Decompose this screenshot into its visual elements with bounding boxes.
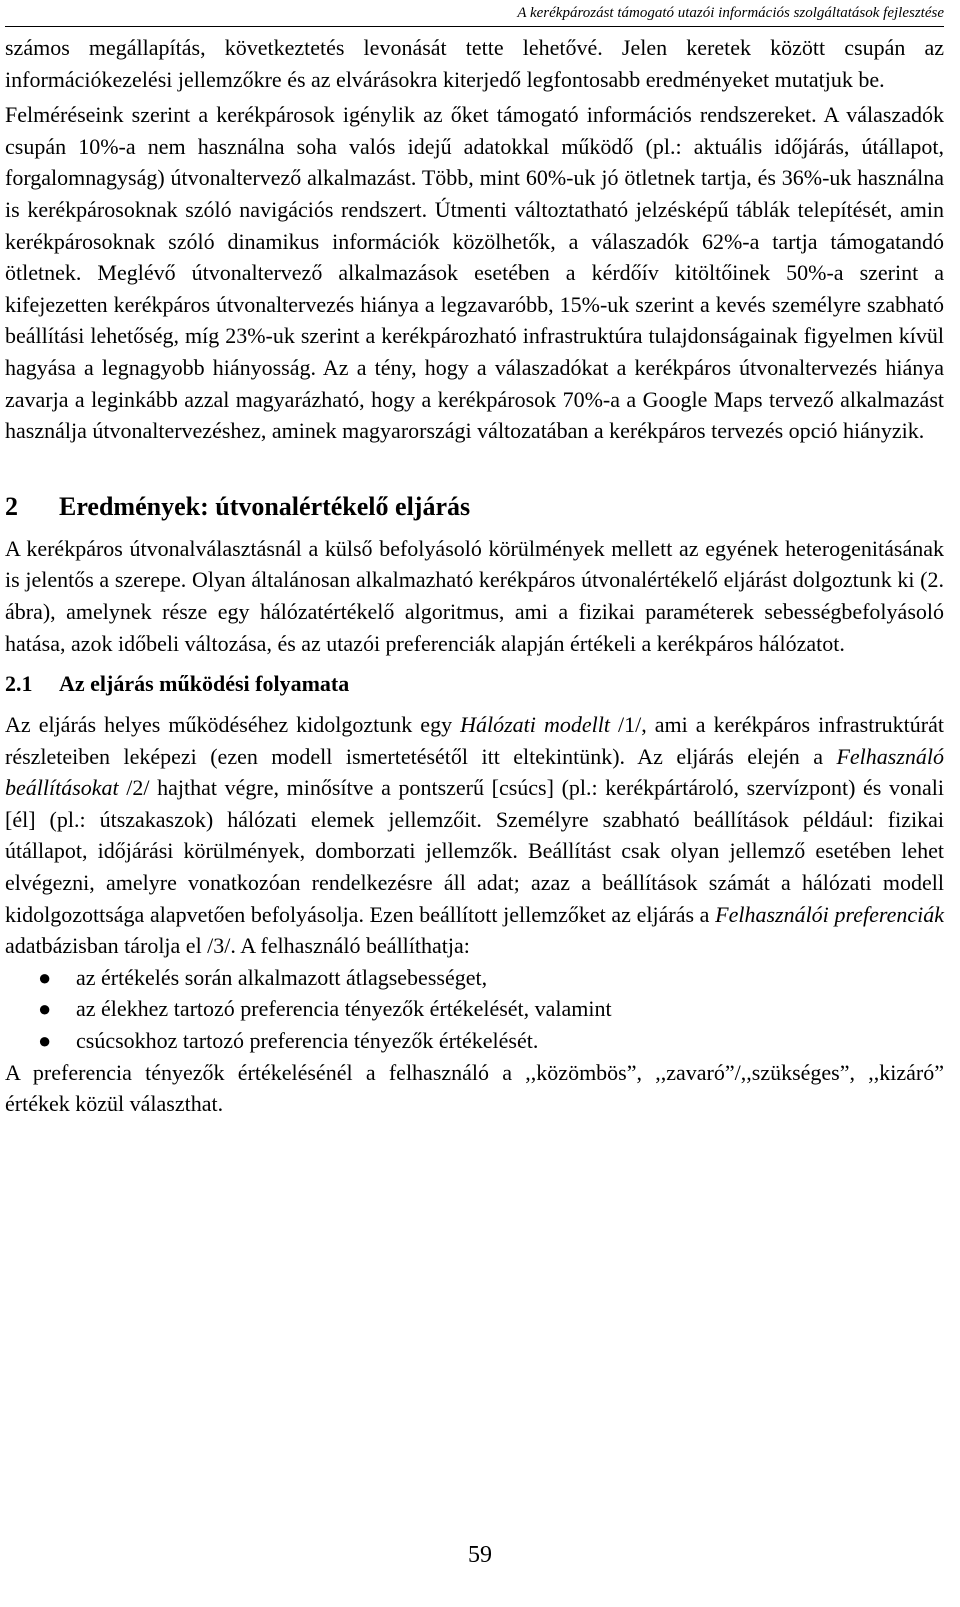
list-item: ● csúcsokhoz tartozó preferencia tényezők értékelését.: [5, 1025, 944, 1057]
section-number: 2: [5, 491, 18, 521]
subsection-paragraph-1: [5, 709, 944, 962]
page-number: 59: [468, 1542, 492, 1568]
subsection-heading: [5, 669, 944, 699]
paragraph-text: /1/, ami a kerékpáros infrastruktúrát részleteiben leképezi (ezen modell ismertetésétől itt eltekintünk). Az eljárás elején a: [5, 712, 944, 769]
page-content: [5, 32, 944, 1120]
subsection-title: Az eljárás működési folyamata: [59, 671, 350, 697]
paragraph-text: Az eljárás helyes működéséhez kidolgoztunk egy: [5, 712, 461, 738]
intro-paragraph-2: Felméréseink szerint a kerékpárosok igénylik az őket támogató információs rendszereket. A válaszadók csupán 10%-a nem használna soha valós idejű adatokkal működő (pl.: aktuális időjárás, útállapot, forgalomnagyság) útvonaltervező alkalmazást. Több, mint 60%-uk jó ötletnek tartja, és 36%-uk használna is kerékpárosoknak szóló navigációs rendszert. Útmenti változtatható jelzésképű táblák telepítését, amin kerékpárosoknak szóló dinamikus információk közölhetők, a válaszadók 62%-a tartja támogatandó ötletnek. Meglévő útvonaltervező alkalmazások esetében a kérdőív kitöltőinek 50%-a szerint a kifejezetten kerékpáros útvonaltervezés hiánya a legzavaróbb, 15%-uk szerint a kevés személyre szabható beállítási lehetőség, míg 23%-uk szerint a kerékpározható infrastruktúra tulajdonságainak figyelmen kívül hagyása a legnagyobb hiányosság. Az a tény, hogy a válaszadókat a kerékpáros útvonaltervezés hiánya zavarja a leginkább azzal magyarázható, hogy a kerékpárosok 70%-a a Google Maps tervező alkalmazást használja útvonaltervezéshez, aminek magyarországi változatában a kerékpáros tervezés opció hiányzik.: [5, 102, 944, 444]
paragraph-text: /2/ hajthat végre, minősítve a pontszerű [csúcs] (pl.: kerékpártároló, szervízpont) és vonali [él] (pl.: útszakaszok) hálózati elemek jellemzőit. Személyre szabható beállítások például: fizikai útállapot, időjárási körülmények, domborzati jellemzők. Beállítást csak olyan jellemző esetében lehet elvégezni, amelyre vonatkozóan rendelkezésre áll adat; azaz a beállítások számát a hálózati modell kidolgozottsága alapvetően befolyásolja. Ezen beállított jellemzőket az eljárás a: [5, 775, 944, 927]
italic-term-network-model: Hálózati modellt: [460, 712, 610, 738]
section-heading: [5, 491, 944, 523]
section-paragraph: A kerékpáros útvonalválasztásnál a külső befolyásoló körülmények mellett az egyének heterogenitásának is jelentős a szerepe. Olyan általánosan alkalmazható kerékpáros útvonalértékelő eljárást dolgoztunk ki (2. ábra), amelynek része egy hálózatértékelő algoritmus, ami a fizikai paraméterek sebességbefolyásoló hatása, azok időbeli változása, és az utazói preferenciák alapján értékeli a kerékpáros hálózatot.: [5, 535, 944, 656]
header-rule: [5, 26, 944, 27]
running-header: A kerékpározást támogató utazói információs szolgáltatások fejlesztése: [517, 5, 944, 21]
list-item: ● az értékelés során alkalmazott átlagsebességet,: [5, 962, 944, 994]
italic-term-user-settings: Felhasználó beállításokat: [5, 743, 944, 801]
bullet-icon: ●: [38, 1028, 52, 1054]
list-item: ● az élekhez tartozó preferencia tényezők értékelését, valamint: [5, 993, 944, 1025]
section-title: Eredmények: útvonalértékelő eljárás: [59, 491, 471, 521]
paragraph-text: adatbázisban tárolja el /3/. A felhasználó beállíthatja:: [5, 933, 470, 959]
subsection-paragraph-2: A preferencia tényezők értékelésénél a felhasználó a ,,közömbös”, ,,zavaró”/,,szükséges”, ,,kizáró” értékek közül választhat.: [5, 1059, 944, 1117]
bullet-icon: ●: [38, 996, 52, 1022]
settings-bullet-list: [5, 962, 944, 1057]
italic-term-user-preferences: Felhasználói preferenciák: [715, 901, 944, 927]
bullet-icon: ●: [38, 964, 52, 990]
intro-paragraph-1: számos megállapítás, következtetés levonását tette lehetővé. Jelen keretek között csupán az információkezelési jellemzőkre és az elvárásokra kiterjedő legfontosabb eredményeket mutatjuk be.: [5, 35, 944, 92]
subsection-number: 2.1: [5, 671, 33, 697]
